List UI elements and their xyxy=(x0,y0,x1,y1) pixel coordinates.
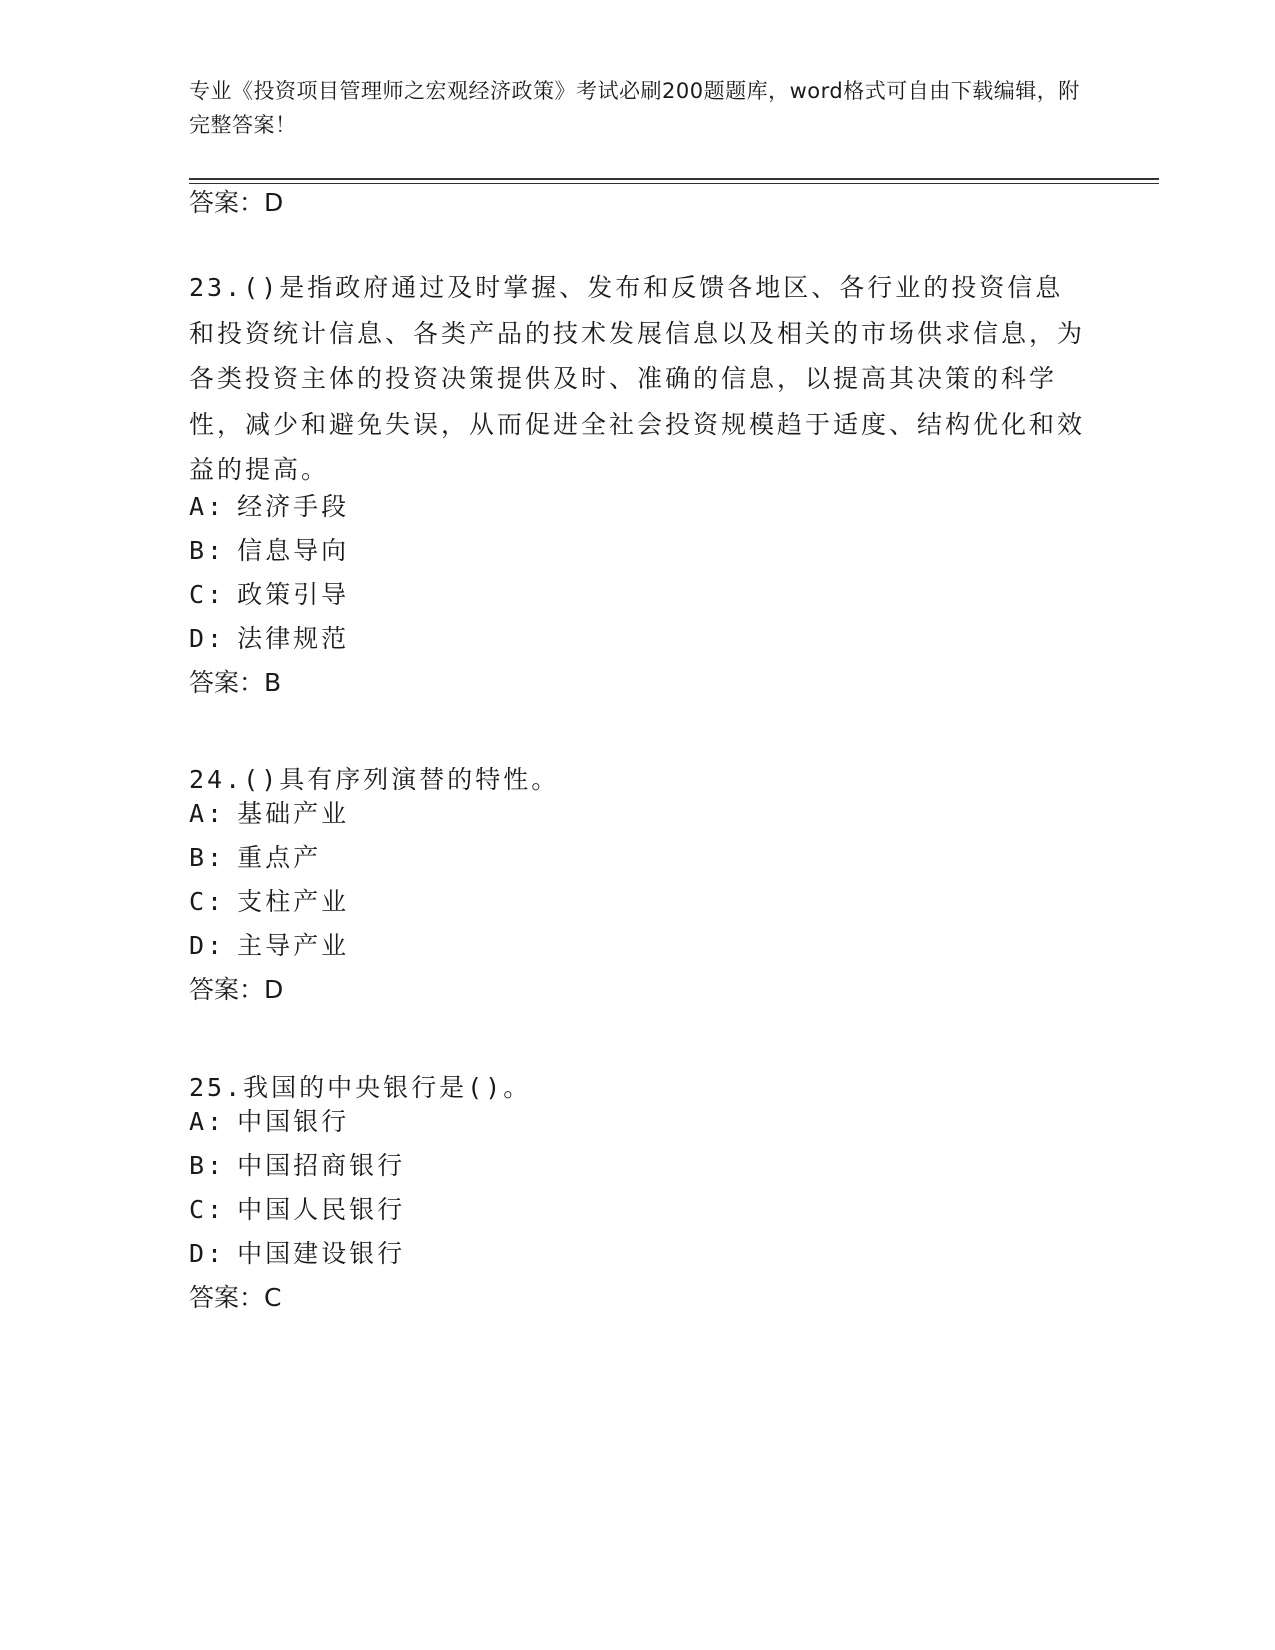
header-divider-thin xyxy=(189,183,1159,184)
option-letter: B: xyxy=(189,843,226,872)
option-letter: D: xyxy=(189,931,226,960)
option-text: 中国银行 xyxy=(237,1107,350,1136)
question-24-option-c xyxy=(189,885,349,919)
question-25-answer: 答案：C xyxy=(189,1283,282,1312)
option-text: 法律规范 xyxy=(237,624,350,653)
option-letter: D: xyxy=(189,1239,226,1268)
option-text: 中国人民银行 xyxy=(237,1195,406,1224)
option-text: 中国招商银行 xyxy=(237,1151,406,1180)
option-text: 信息导向 xyxy=(237,536,350,565)
question-23-option-d xyxy=(189,622,349,656)
question-24-option-b xyxy=(189,841,321,875)
option-letter: B: xyxy=(189,1151,226,1180)
question-23-option-a xyxy=(189,490,349,524)
option-text: 经济手段 xyxy=(237,492,350,521)
question-23-option-b xyxy=(189,534,349,568)
question-24-answer: 答案：D xyxy=(189,975,284,1004)
option-text: 主导产业 xyxy=(237,931,350,960)
question-24-option-d xyxy=(189,929,349,963)
document-header: 专业《投资项目管理师之宏观经济政策》考试必刷200题题库，word格式可自由下载编辑，附完整答案！ xyxy=(189,79,1080,137)
option-letter: C: xyxy=(189,1195,226,1224)
question-24-text: 24.()具有序列演替的特性。 xyxy=(189,765,560,794)
option-text: 政策引导 xyxy=(237,580,350,609)
question-24-option-a xyxy=(189,797,349,831)
option-text: 支柱产业 xyxy=(237,887,350,916)
option-letter: A: xyxy=(189,1107,226,1136)
option-letter: B: xyxy=(189,536,226,565)
question-25-option-d xyxy=(189,1237,405,1271)
option-text: 基础产业 xyxy=(237,799,350,828)
option-letter: D: xyxy=(189,624,226,653)
option-text: 重点产 xyxy=(237,843,322,872)
option-letter: A: xyxy=(189,799,226,828)
option-letter: C: xyxy=(189,887,226,916)
option-text: 中国建设银行 xyxy=(237,1239,406,1268)
question-23-text: 23.()是指政府通过及时掌握、发布和反馈各地区、各行业的投资信息和投资统计信息、各类产品的技术发展信息以及相关的市场供求信息，为各类投资主体的投资决策提供及时、准确的信息，以提高其决策的科学性，减少和避免失误，从而促进全社会投资规模趋于适度、结构优化和效益的提高。 xyxy=(189,273,1086,484)
question-23-answer: 答案：B xyxy=(189,668,282,697)
question-23-option-c xyxy=(189,578,349,612)
previous-answer: 答案：D xyxy=(189,188,284,217)
option-letter: C: xyxy=(189,580,226,609)
question-25-option-a xyxy=(189,1105,349,1139)
question-25-option-b xyxy=(189,1149,405,1183)
option-letter: A: xyxy=(189,492,226,521)
question-25-text: 25.我国的中央银行是()。 xyxy=(189,1073,532,1102)
header-divider-thick xyxy=(189,178,1159,180)
question-25-option-c xyxy=(189,1193,405,1227)
